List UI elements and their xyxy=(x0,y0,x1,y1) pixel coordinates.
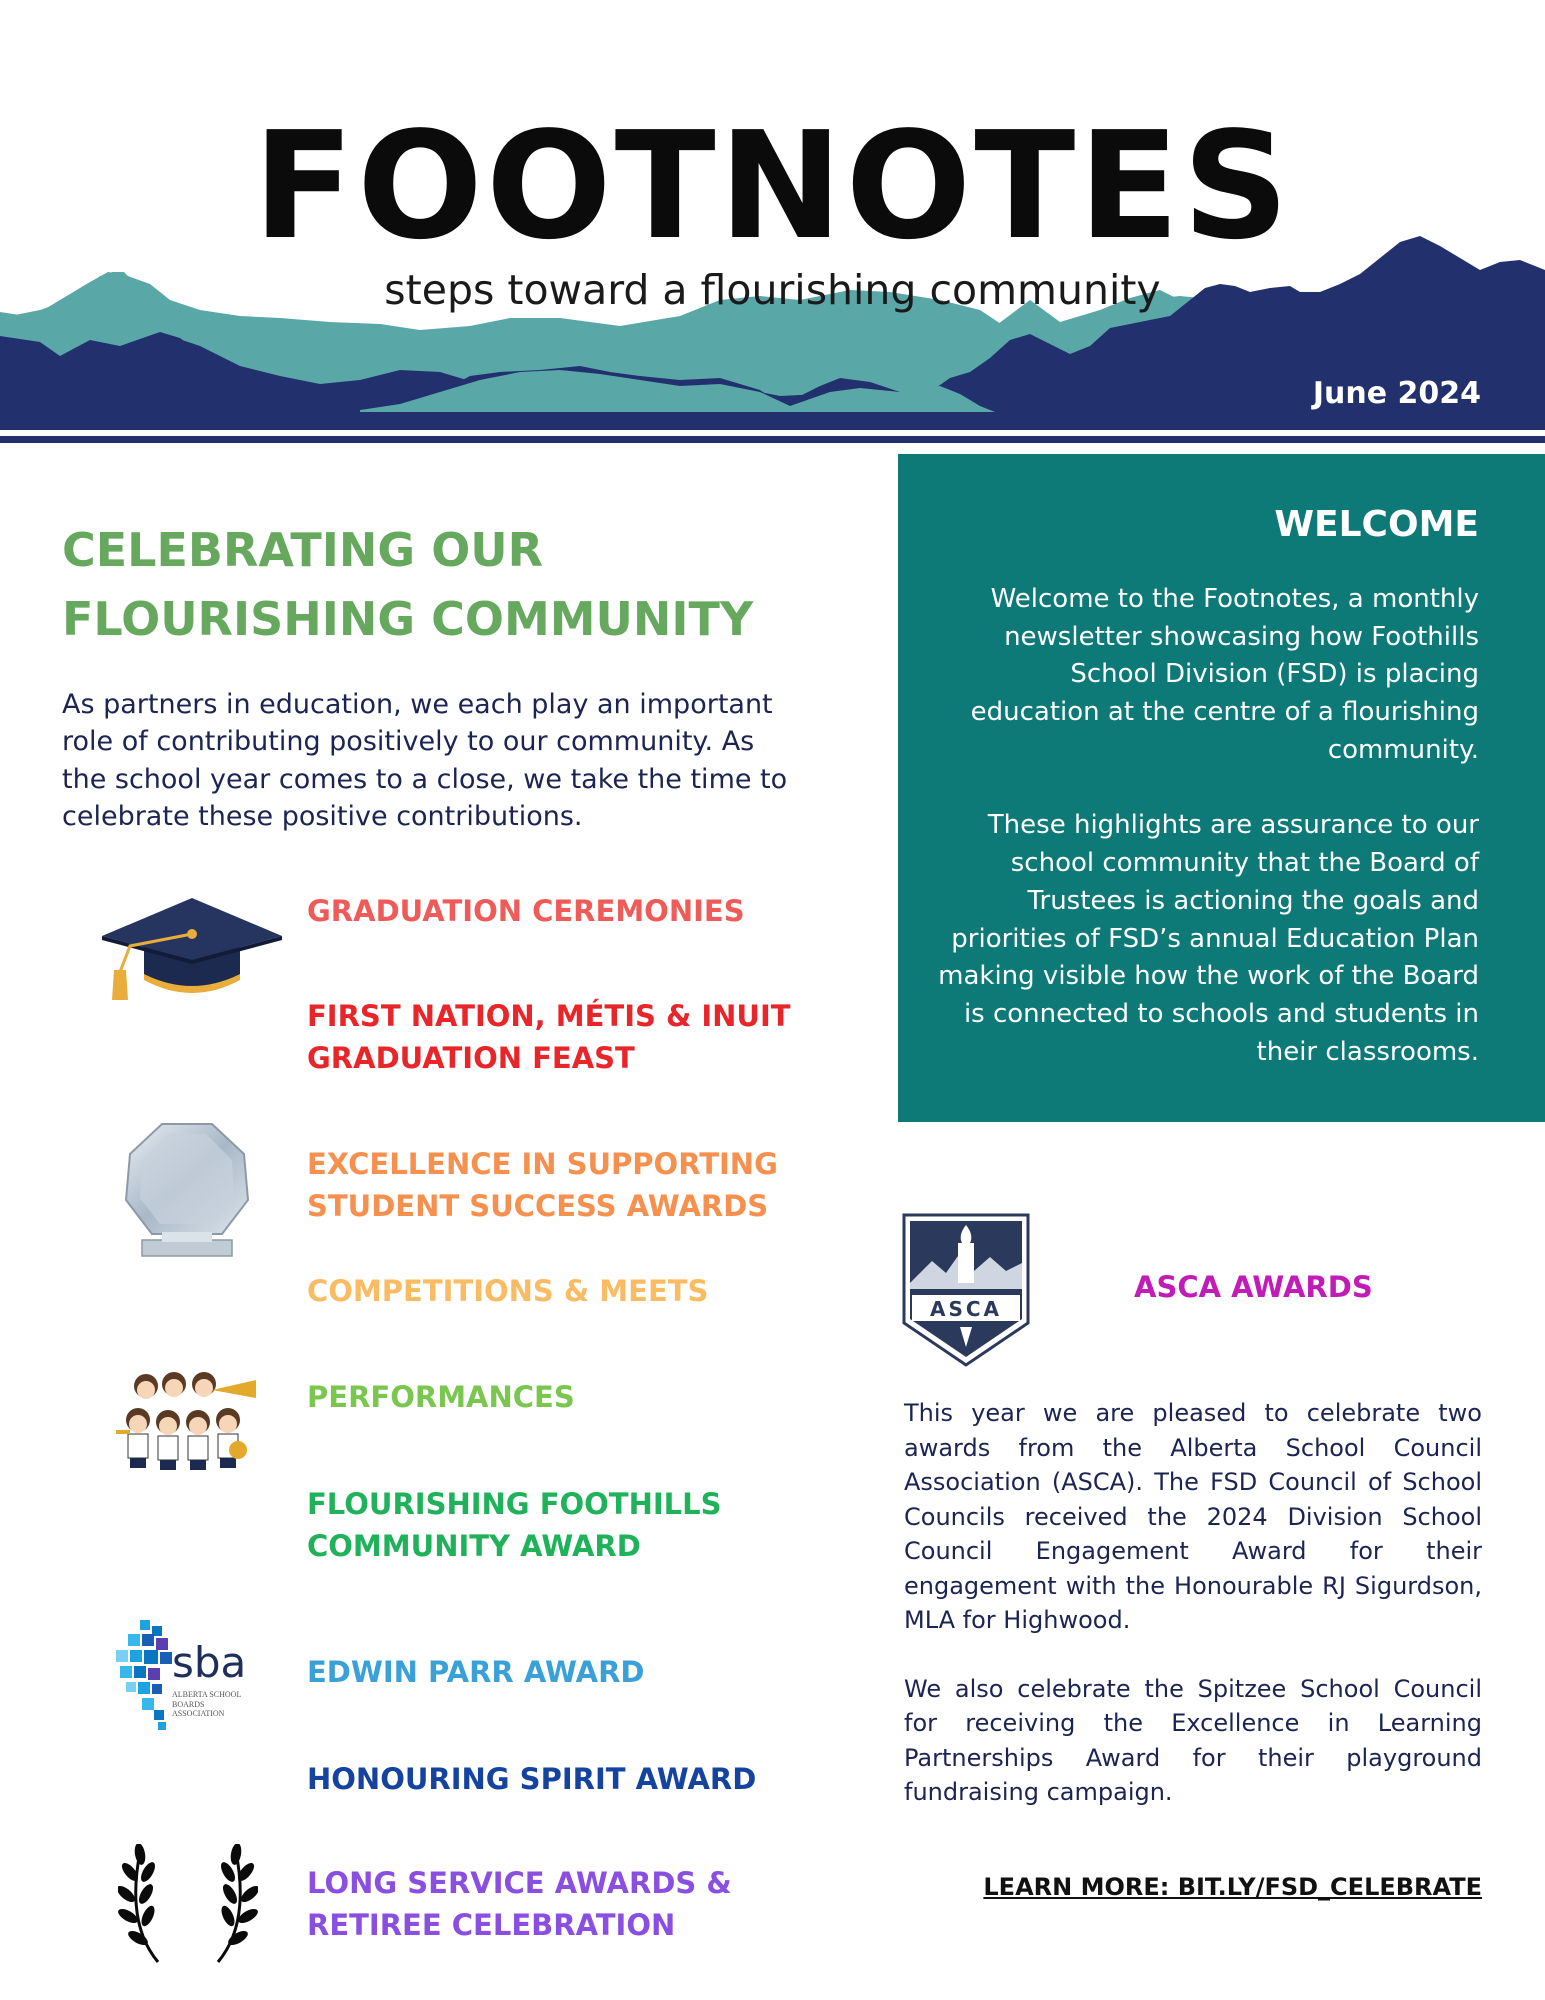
intro-paragraph: As partners in education, we each play an important role of contributing positively to our community. As the school year comes to a close, we take the time to celebrate these positive contributions. xyxy=(62,689,788,832)
navy-band xyxy=(0,412,1545,430)
awards-list xyxy=(0,870,820,1990)
asca-body xyxy=(904,1396,1482,1810)
award-graduation-ceremonies: GRADUATION CEREMONIES xyxy=(307,894,745,928)
masthead xyxy=(0,0,1545,450)
marching-band-icon xyxy=(116,1368,266,1476)
section-heading-line2: FLOURISHING COMMUNITY xyxy=(62,592,754,646)
asca-paragraph-1: This year we are pleased to celebrate two awards from the Alberta School Council Association (ASCA). The FSD Council of School Councils received the 2024 Division School Council Engagement Award for their engagement with the Honourable RJ Sigurdson, MLA for Highwood. xyxy=(904,1399,1482,1635)
asba-subtitle: ALBERTA SCHOOL BOARDS ASSOCIATION xyxy=(172,1690,242,1719)
crystal-trophy-icon xyxy=(122,1122,252,1262)
newsletter-title: FOOTNOTES xyxy=(252,100,1292,272)
asca-heading: ASCA AWARDS xyxy=(1134,1270,1373,1304)
white-separator xyxy=(0,430,1545,436)
newsletter-tagline: steps toward a flourishing community xyxy=(384,266,1161,314)
left-column xyxy=(62,516,802,835)
asba-logo-icon xyxy=(116,1620,266,1732)
award-flourishing-foothills-community: FLOURISHING FOOTHILLS COMMUNITY AWARD xyxy=(307,1487,722,1564)
asca-paragraph-2: We also celebrate the Spitzee School Council for receiving the Excellence in Learning Partnerships Award for their playground fundraising campaign. xyxy=(904,1674,1482,1807)
welcome-paragraph-1: Welcome to the Footnotes, a monthly newsletter showcasing how Foothills School Division (FSD) is placing education at the centre of a flourishing community. xyxy=(970,584,1479,765)
asba-wordmark: sba xyxy=(172,1638,247,1687)
welcome-box xyxy=(898,454,1545,1122)
welcome-paragraph-2: These highlights are assurance to our school community that the Board of Trustees is actioning the goals and priorities of FSD’s annual Education Plan making visible how the work of the Board is connected to schools and students in their classrooms. xyxy=(938,810,1479,1067)
section-heading-line1: CELEBRATING OUR xyxy=(62,523,544,577)
section-heading xyxy=(62,516,802,654)
graduation-cap-icon xyxy=(100,894,285,1004)
welcome-heading: WELCOME xyxy=(1274,504,1479,545)
navy-rule xyxy=(0,436,1545,443)
laurel-wreath-icon xyxy=(118,1844,258,1964)
issue-date: June 2024 xyxy=(1312,376,1481,411)
award-honouring-spirit: HONOURING SPIRIT AWARD xyxy=(307,1762,757,1796)
award-competitions-meets: COMPETITIONS & MEETS xyxy=(307,1274,709,1308)
award-edwin-parr: EDWIN PARR AWARD xyxy=(307,1655,645,1689)
award-excellence-supporting-student-success: EXCELLENCE IN SUPPORTING STUDENT SUCCESS AWARDS xyxy=(307,1147,778,1224)
asca-logo-text: ASCA xyxy=(929,1297,1003,1321)
asca-logo-icon xyxy=(902,1213,1030,1367)
award-performances: PERFORMANCES xyxy=(307,1380,575,1414)
learn-more-link[interactable]: LEARN MORE: BIT.LY/FSD_CELEBRATE xyxy=(983,1873,1482,1901)
award-fnmi-graduation-feast: FIRST NATION, MÉTIS & INUIT GRADUATION FEAST xyxy=(307,999,791,1076)
award-long-service-retiree: LONG SERVICE AWARDS & RETIREE CELEBRATION xyxy=(307,1866,732,1943)
